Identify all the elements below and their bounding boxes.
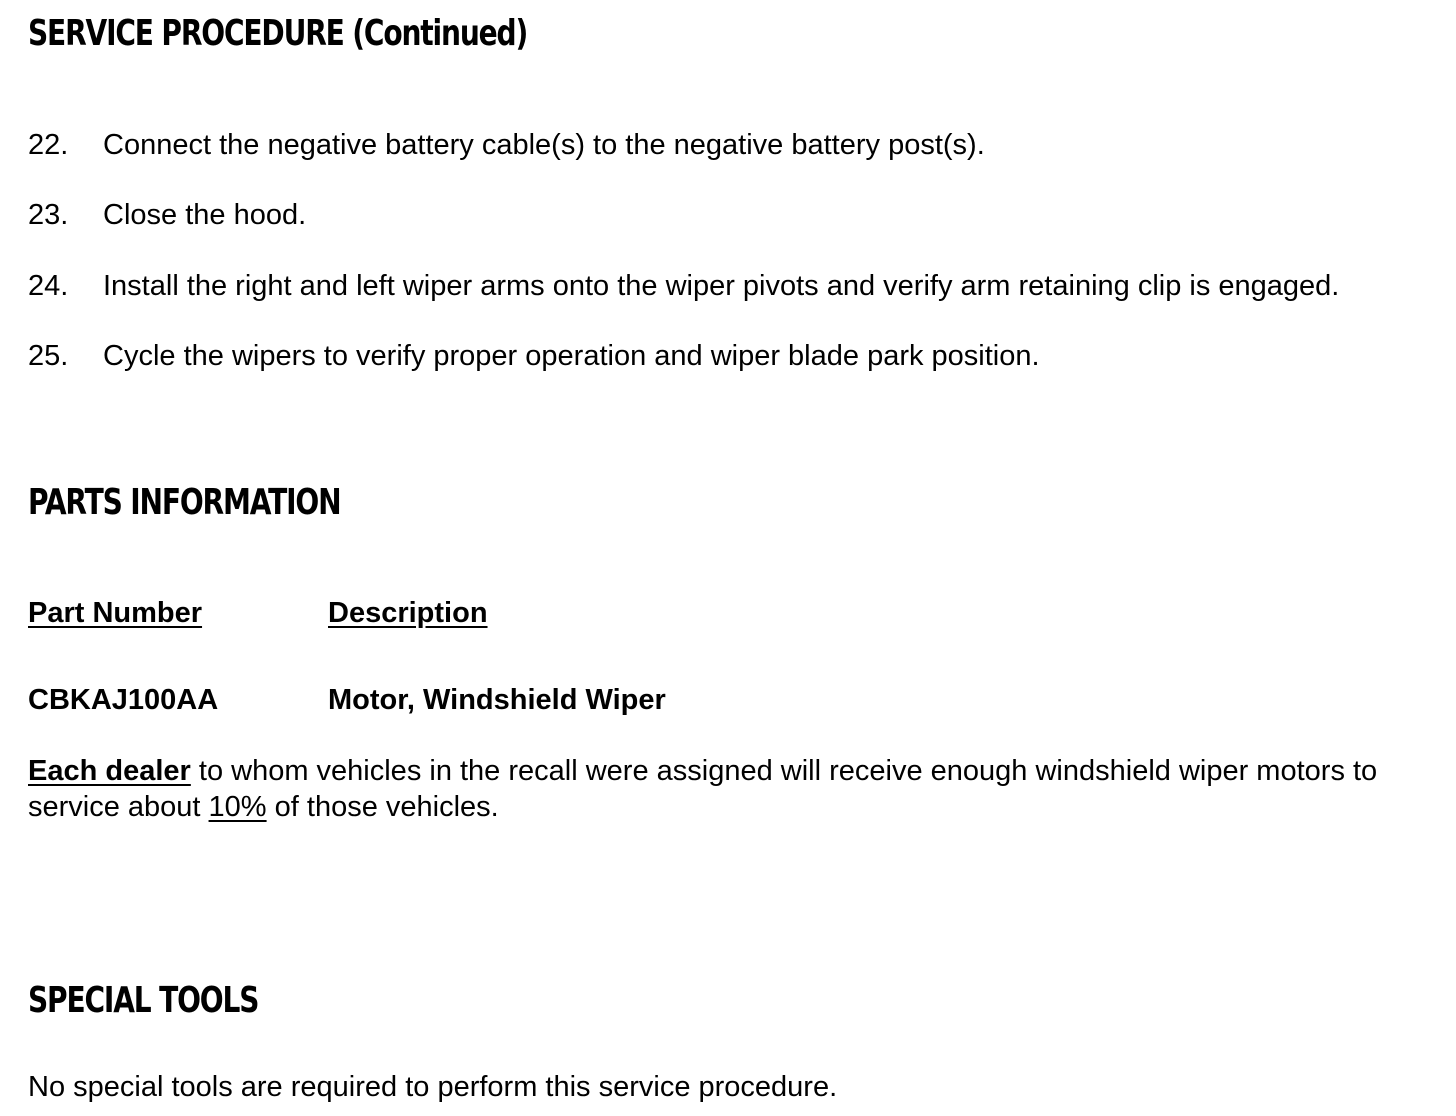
special-tools-heading: SPECIAL TOOLS (28, 980, 259, 1021)
dealer-allocation-note (28, 753, 1428, 825)
step-text: Install the right and left wiper arms onto the wiper pivots and verify arm retaining clip is engaged. (103, 270, 1340, 302)
part-number-column-header: Part Number (28, 597, 203, 629)
step-number: 24. (28, 270, 69, 302)
service-procedure-heading: SERVICE PROCEDURE (Continued) (28, 13, 528, 54)
note-text: to whom vehicles in the recall were assigned will receive enough windshield wiper motors to service about (28, 755, 1378, 823)
step-text: Cycle the wipers to verify proper operation and wiper blade park position. (103, 340, 1040, 372)
description-cell: Motor, Windshield Wiper (328, 684, 666, 716)
step-text: Connect the negative battery cable(s) to the negative battery post(s). (103, 129, 985, 161)
step-number: 25. (28, 340, 69, 372)
step-text: Close the hood. (103, 199, 307, 231)
note-tail: of those vehicles. (266, 791, 499, 823)
parts-information-heading: PARTS INFORMATION (28, 482, 341, 523)
special-tools-text: No special tools are required to perform this service procedure. (28, 1071, 838, 1103)
step-number: 22. (28, 129, 69, 161)
description-column-header: Description (328, 597, 488, 629)
part-number-cell: CBKAJ100AA (28, 684, 219, 716)
step-number: 23. (28, 199, 69, 231)
percent-emphasis: 10% (208, 791, 267, 823)
each-dealer-emphasis: Each dealer (28, 755, 191, 787)
